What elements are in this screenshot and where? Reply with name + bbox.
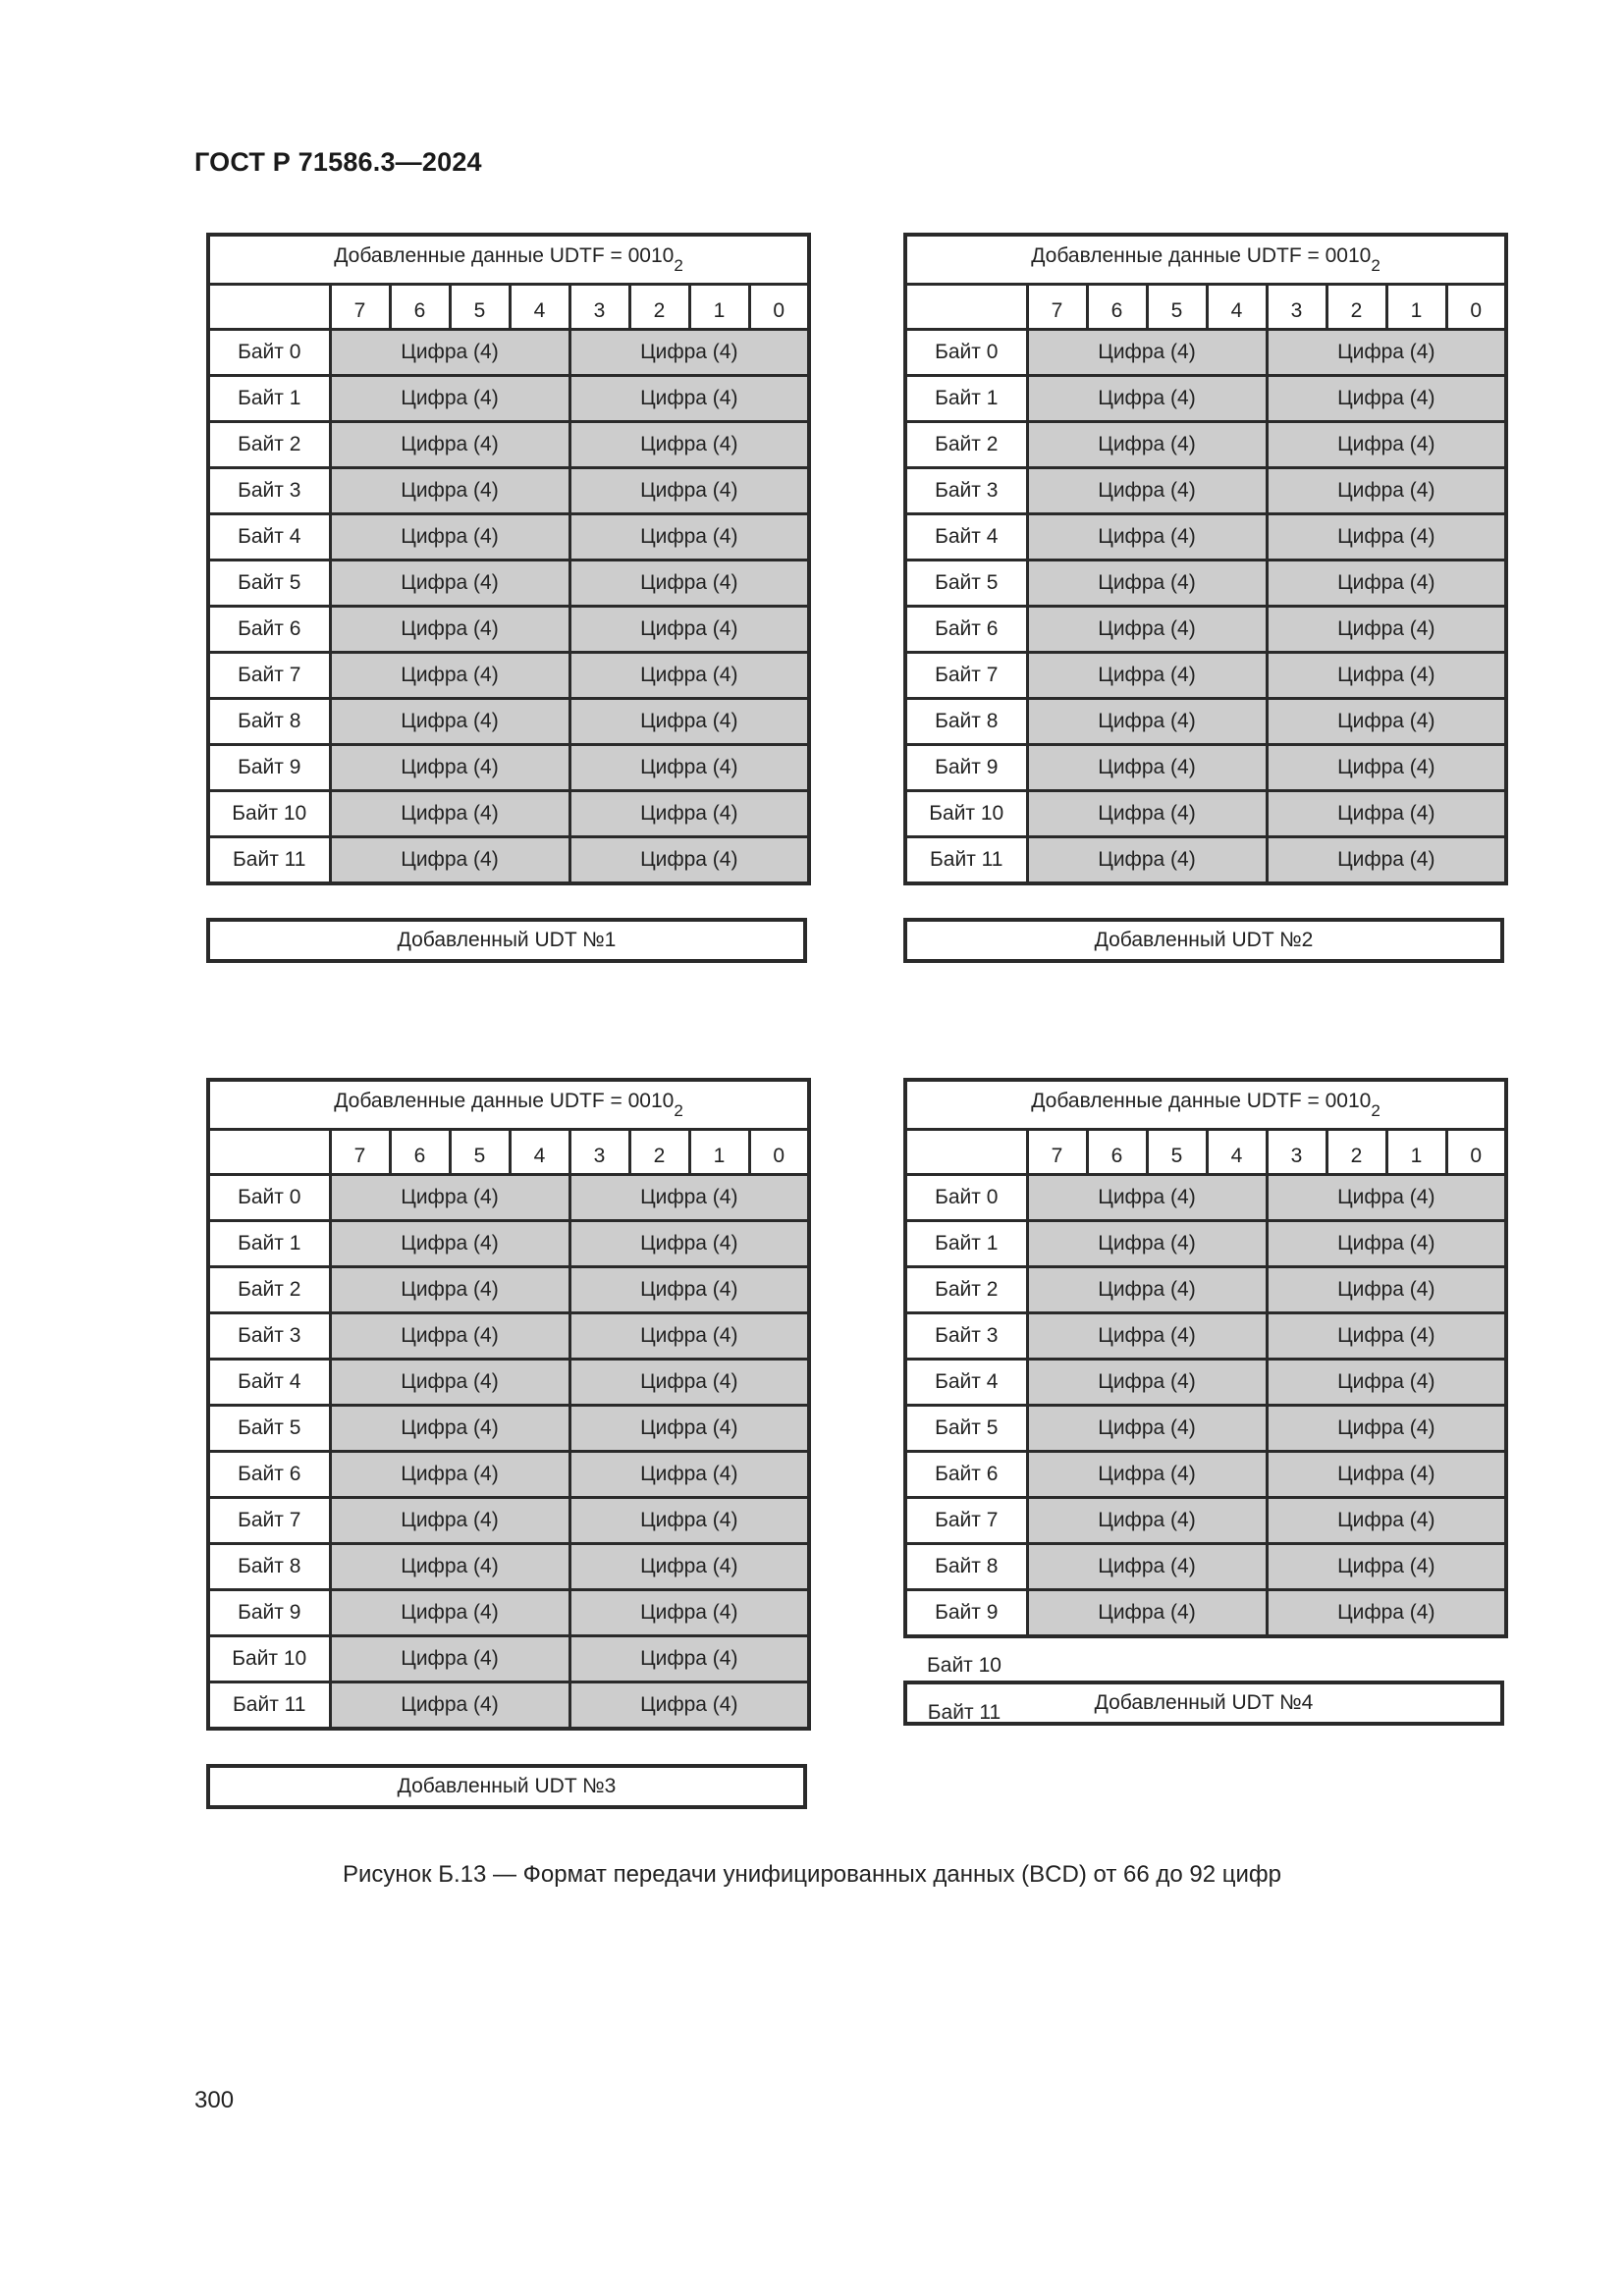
byte-label: Байт 2 [905,1267,1027,1313]
bit-header: 4 [510,1130,569,1175]
low-nibble-digit: Цифра (4) [1267,653,1506,699]
byte-label: Байт 3 [208,468,330,514]
table-row [208,1406,809,1452]
high-nibble-digit: Цифра (4) [330,837,569,884]
table-title [208,1080,809,1130]
table-row [208,1221,809,1267]
low-nibble-digit: Цифра (4) [569,1360,809,1406]
low-nibble-digit: Цифра (4) [569,1175,809,1221]
low-nibble-digit: Цифра (4) [1267,1313,1506,1360]
table-row [905,1175,1506,1221]
bit-header: 6 [390,1130,450,1175]
low-nibble-digit: Цифра (4) [569,607,809,653]
udt-caption-text: Добавленный UDT №2 [1094,929,1314,951]
byte-label: Байт 6 [208,607,330,653]
bit-header: 7 [330,285,390,330]
table-row [208,422,809,468]
byte-label: Байт 1 [208,1221,330,1267]
udt-block-3 [206,1078,807,1797]
table-row [208,653,809,699]
high-nibble-digit: Цифра (4) [1027,1313,1267,1360]
bit-header: 4 [1207,1130,1267,1175]
high-nibble-digit: Цифра (4) [330,607,569,653]
byte-label: Байт 5 [905,1406,1027,1452]
high-nibble-digit: Цифра (4) [1027,745,1267,791]
table-row [905,1498,1506,1544]
table-title-subscript: 2 [1371,255,1380,275]
low-nibble-digit: Цифра (4) [569,1636,809,1682]
table-row [208,376,809,422]
low-nibble-digit: Цифра (4) [569,1267,809,1313]
low-nibble-digit: Цифра (4) [569,837,809,884]
high-nibble-digit: Цифра (4) [330,1590,569,1636]
table-row [208,330,809,376]
table-row [208,699,809,745]
table-title-subscript: 2 [674,1100,683,1120]
udt-table [903,233,1508,885]
table-row [905,745,1506,791]
low-nibble-digit: Цифра (4) [569,1682,809,1730]
high-nibble-digit: Цифра (4) [330,1313,569,1360]
high-nibble-digit: Цифра (4) [1027,1452,1267,1498]
high-nibble-digit: Цифра (4) [1027,791,1267,837]
table-title-text: Добавленные данные UDTF = 0010 [1031,243,1372,267]
high-nibble-digit: Цифра (4) [1027,653,1267,699]
low-nibble-digit: Цифра (4) [1267,1452,1506,1498]
high-nibble-digit: Цифра (4) [330,1267,569,1313]
udt-caption [206,918,807,963]
low-nibble-digit: Цифра (4) [1267,1544,1506,1590]
table-row [905,1313,1506,1360]
figure-caption: Рисунок Б.13 — Формат передачи унифицированных данных (BCD) от 66 до 92 цифр [343,1861,1281,1888]
low-nibble-digit: Цифра (4) [569,1498,809,1544]
bit-header: 4 [1207,285,1267,330]
udt-block-4 [903,1078,1504,1724]
byte-label: Байт 8 [208,1544,330,1590]
high-nibble-digit: Цифра (4) [330,1682,569,1730]
high-nibble-digit: Цифра (4) [1027,1406,1267,1452]
table-row [208,1360,809,1406]
high-nibble-digit: Цифра (4) [1027,1360,1267,1406]
byte-label: Байт 4 [905,1360,1027,1406]
table-row [905,1267,1506,1313]
low-nibble-digit: Цифра (4) [569,745,809,791]
high-nibble-digit: Цифра (4) [1027,1175,1267,1221]
high-nibble-digit: Цифра (4) [1027,561,1267,607]
low-nibble-digit: Цифра (4) [1267,468,1506,514]
low-nibble-digit: Цифра (4) [1267,1175,1506,1221]
byte-label: Байт 8 [905,1544,1027,1590]
bit-header: 3 [1267,1130,1326,1175]
low-nibble-digit: Цифра (4) [1267,607,1506,653]
low-nibble-digit: Цифра (4) [569,1452,809,1498]
high-nibble-digit: Цифра (4) [1027,1544,1267,1590]
byte-label: Байт 4 [208,514,330,561]
table-row [905,1590,1506,1637]
udt-block-2 [903,233,1504,951]
table-title-text: Добавленные данные UDTF = 0010 [334,1089,675,1112]
bit-header: 1 [689,285,749,330]
table-row [208,1498,809,1544]
low-nibble-digit: Цифра (4) [1267,1498,1506,1544]
bit-header: 7 [1027,285,1087,330]
low-nibble-digit: Цифра (4) [1267,699,1506,745]
table-row [905,699,1506,745]
byte-label: Байт 5 [208,561,330,607]
low-nibble-digit: Цифра (4) [569,1590,809,1636]
table-row [905,607,1506,653]
byte-label: Байт 0 [905,1175,1027,1221]
table-row [905,837,1506,884]
low-nibble-digit: Цифра (4) [569,468,809,514]
byte-label: Байт 9 [905,1590,1027,1637]
udt-table [206,1078,811,1731]
table-row [208,468,809,514]
udt-caption [903,918,1504,963]
high-nibble-digit: Цифра (4) [1027,1498,1267,1544]
low-nibble-digit: Цифра (4) [1267,745,1506,791]
table-title [905,1080,1506,1130]
byte-label: Байт 3 [905,1313,1027,1360]
bit-header: 1 [689,1130,749,1175]
table-row [905,330,1506,376]
table-row [905,1544,1506,1590]
byte-label: Байт 9 [208,1590,330,1636]
low-nibble-digit: Цифра (4) [569,376,809,422]
byte-label: Байт 3 [905,468,1027,514]
high-nibble-digit: Цифра (4) [1027,330,1267,376]
high-nibble-digit: Цифра (4) [330,1498,569,1544]
byte-label: Байт 0 [208,1175,330,1221]
corner-cell [208,1130,330,1175]
bit-header: 7 [330,1130,390,1175]
bit-header: 6 [390,285,450,330]
bit-header: 3 [1267,285,1326,330]
low-nibble-digit: Цифра (4) [569,514,809,561]
bit-header: 5 [450,1130,510,1175]
high-nibble-digit: Цифра (4) [330,1452,569,1498]
table-row [905,561,1506,607]
table-title [208,235,809,285]
table-row [905,1360,1506,1406]
table-row [208,1590,809,1636]
table-row [905,1221,1506,1267]
low-nibble-digit: Цифра (4) [1267,376,1506,422]
table-row [208,1636,809,1682]
low-nibble-digit: Цифра (4) [1267,791,1506,837]
table-row [208,1313,809,1360]
table-row [905,1406,1506,1452]
low-nibble-digit: Цифра (4) [569,1544,809,1590]
high-nibble-digit: Цифра (4) [330,376,569,422]
byte-label: Байт 3 [208,1313,330,1360]
udt-table [903,1078,1508,1638]
udt-caption-text: Добавленный UDT №3 [397,1775,617,1797]
high-nibble-digit: Цифра (4) [330,1544,569,1590]
byte-label: Байт 4 [208,1360,330,1406]
low-nibble-digit: Цифра (4) [1267,1406,1506,1452]
high-nibble-digit: Цифра (4) [1027,607,1267,653]
byte-label: Байт 1 [905,1221,1027,1267]
table-row [208,561,809,607]
byte-label: Байт 8 [905,699,1027,745]
bit-header: 2 [629,285,689,330]
byte-label: Байт 2 [208,422,330,468]
byte-label: Байт 11 [208,1682,330,1730]
table-title-subscript: 2 [674,255,683,275]
high-nibble-digit: Цифра (4) [330,1406,569,1452]
byte-label: Байт 1 [208,376,330,422]
udt-caption-text: Добавленный UDT №1 [397,929,617,951]
corner-cell [905,285,1027,330]
bit-header: 2 [629,1130,689,1175]
low-nibble-digit: Цифра (4) [1267,1590,1506,1637]
byte-label: Байт 4 [905,514,1027,561]
low-nibble-digit: Цифра (4) [1267,514,1506,561]
byte-label: Байт 10 [905,791,1027,837]
table-row [208,1175,809,1221]
byte-label: Байт 6 [208,1452,330,1498]
bit-header: 7 [1027,1130,1087,1175]
table-title-text: Добавленные данные UDTF = 0010 [1031,1089,1372,1112]
byte-label: Байт 7 [208,653,330,699]
udt-caption-text: Добавленный UDT №4 [1094,1691,1314,1714]
high-nibble-digit: Цифра (4) [1027,1221,1267,1267]
low-nibble-digit: Цифра (4) [569,422,809,468]
bit-header: 2 [1326,285,1386,330]
byte-label: Байт 6 [905,1452,1027,1498]
low-nibble-digit: Цифра (4) [569,561,809,607]
high-nibble-digit: Цифра (4) [330,699,569,745]
high-nibble-digit: Цифра (4) [330,745,569,791]
byte-label: Байт 11 [208,837,330,884]
high-nibble-digit: Цифра (4) [330,1175,569,1221]
high-nibble-digit: Цифра (4) [330,330,569,376]
low-nibble-digit: Цифра (4) [569,330,809,376]
byte-label: Байт 10 [208,1636,330,1682]
table-row [905,422,1506,468]
trailing-byte-label: Байт 10 [926,1654,1001,1677]
bit-header: 3 [569,1130,629,1175]
high-nibble-digit: Цифра (4) [1027,468,1267,514]
corner-cell [905,1130,1027,1175]
byte-label: Байт 7 [905,1498,1027,1544]
table-row [905,376,1506,422]
high-nibble-digit: Цифра (4) [330,1221,569,1267]
high-nibble-digit: Цифра (4) [1027,422,1267,468]
bit-header: 1 [1386,285,1446,330]
high-nibble-digit: Цифра (4) [1027,837,1267,884]
byte-label: Байт 7 [905,653,1027,699]
high-nibble-digit: Цифра (4) [330,561,569,607]
table-row [208,1267,809,1313]
byte-label: Байт 9 [905,745,1027,791]
table-row [208,514,809,561]
high-nibble-digit: Цифра (4) [1027,1590,1267,1637]
low-nibble-digit: Цифра (4) [569,699,809,745]
bit-header: 0 [1446,285,1506,330]
low-nibble-digit: Цифра (4) [569,1221,809,1267]
corner-cell [208,285,330,330]
byte-label: Байт 2 [208,1267,330,1313]
high-nibble-digit: Цифра (4) [330,653,569,699]
table-row [208,1544,809,1590]
high-nibble-digit: Цифра (4) [330,791,569,837]
bit-header: 0 [1446,1130,1506,1175]
page-number: 300 [194,2087,235,2113]
table-row [905,653,1506,699]
udt-caption [903,1681,1504,1726]
table-row [208,1452,809,1498]
bit-header: 3 [569,285,629,330]
high-nibble-digit: Цифра (4) [1027,514,1267,561]
document-header: ГОСТ Р 71586.3—2024 [194,147,482,177]
bit-header: 6 [1087,1130,1147,1175]
high-nibble-digit: Цифра (4) [330,1636,569,1682]
high-nibble-digit: Цифра (4) [330,468,569,514]
bit-header: 1 [1386,1130,1446,1175]
byte-label: Байт 10 [208,791,330,837]
low-nibble-digit: Цифра (4) [1267,330,1506,376]
table-row [905,514,1506,561]
low-nibble-digit: Цифра (4) [1267,561,1506,607]
byte-label: Байт 0 [905,330,1027,376]
high-nibble-digit: Цифра (4) [330,1360,569,1406]
byte-label: Байт 8 [208,699,330,745]
byte-label: Байт 0 [208,330,330,376]
table-row [208,791,809,837]
byte-label: Байт 5 [208,1406,330,1452]
bit-header: 5 [1147,1130,1207,1175]
high-nibble-digit: Цифра (4) [1027,376,1267,422]
table-row [208,745,809,791]
byte-label: Байт 5 [905,561,1027,607]
low-nibble-digit: Цифра (4) [569,653,809,699]
bit-header: 6 [1087,285,1147,330]
bit-header: 5 [450,285,510,330]
table-title-text: Добавленные данные UDTF = 0010 [334,243,675,267]
table-row [208,837,809,884]
table-row [905,468,1506,514]
low-nibble-digit: Цифра (4) [569,1313,809,1360]
table-title [905,235,1506,285]
low-nibble-digit: Цифра (4) [569,1406,809,1452]
low-nibble-digit: Цифра (4) [1267,422,1506,468]
udt-table [206,233,811,885]
bit-header: 5 [1147,285,1207,330]
table-row [208,607,809,653]
bit-header: 0 [749,285,809,330]
low-nibble-digit: Цифра (4) [569,791,809,837]
high-nibble-digit: Цифра (4) [330,422,569,468]
high-nibble-digit: Цифра (4) [1027,699,1267,745]
byte-label: Байт 9 [208,745,330,791]
table-row [905,1452,1506,1498]
udt-caption [206,1764,807,1809]
high-nibble-digit: Цифра (4) [1027,1267,1267,1313]
byte-label: Байт 11 [905,837,1027,884]
table-row [905,791,1506,837]
low-nibble-digit: Цифра (4) [1267,1360,1506,1406]
table-row [208,1682,809,1730]
byte-label: Байт 1 [905,376,1027,422]
table-title-subscript: 2 [1371,1100,1380,1120]
high-nibble-digit: Цифра (4) [330,514,569,561]
low-nibble-digit: Цифра (4) [1267,1221,1506,1267]
bit-header: 2 [1326,1130,1386,1175]
trailing-byte-label: Байт 11 [927,1701,1001,1724]
bit-header: 0 [749,1130,809,1175]
byte-label: Байт 7 [208,1498,330,1544]
byte-label: Байт 2 [905,422,1027,468]
byte-label: Байт 6 [905,607,1027,653]
bit-header: 4 [510,285,569,330]
low-nibble-digit: Цифра (4) [1267,837,1506,884]
low-nibble-digit: Цифра (4) [1267,1267,1506,1313]
udt-block-1 [206,233,807,951]
